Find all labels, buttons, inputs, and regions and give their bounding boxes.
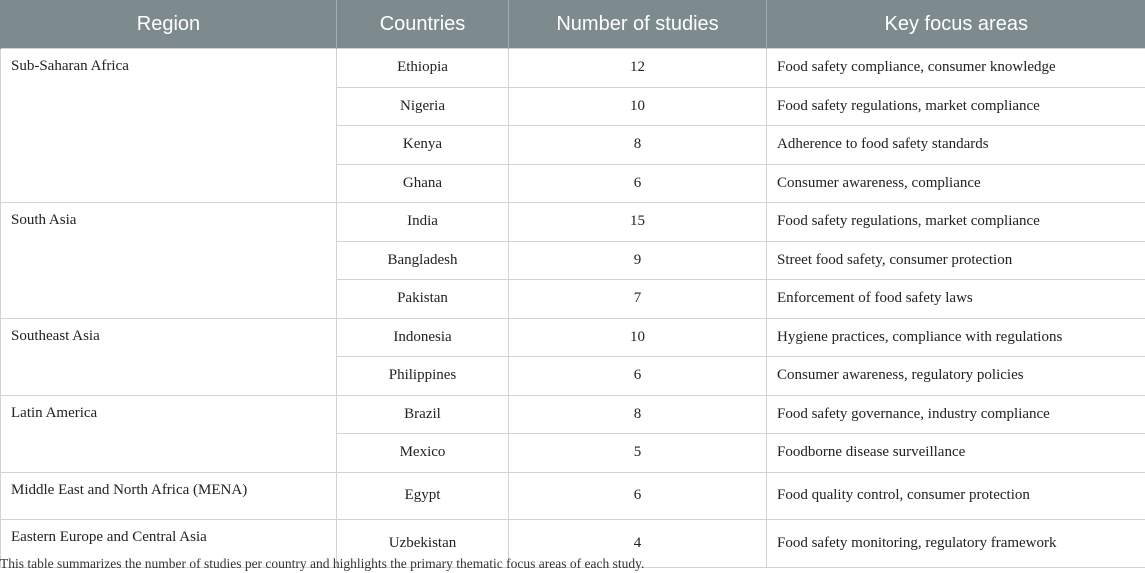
studies-count-cell: 8 [509,126,767,165]
focus-areas-cell: Hygiene practices, compliance with regulations [767,318,1145,357]
studies-count-cell: 9 [509,241,767,280]
table-row [1,49,1145,88]
focus-areas-cell: Foodborne disease surveillance [767,434,1145,473]
focus-areas-cell: Enforcement of food safety laws [767,280,1145,319]
focus-areas-cell: Food safety governance, industry compliance [767,395,1145,434]
country-cell: India [337,203,509,242]
studies-count-cell: 5 [509,434,767,473]
studies-count-cell: 6 [509,472,767,520]
country-cell: Egypt [337,472,509,520]
studies-count-cell: 6 [509,164,767,203]
focus-areas-cell: Street food safety, consumer protection [767,241,1145,280]
focus-areas-cell: Food safety regulations, market compliance [767,87,1145,126]
region-cell: Middle East and North Africa (MENA) [1,472,337,520]
country-cell: Bangladesh [337,241,509,280]
table-row [1,318,1145,357]
region-cell: South Asia [1,203,337,319]
country-cell: Kenya [337,126,509,165]
header-countries: Countries [337,0,509,49]
country-cell: Uzbekistan [337,520,509,568]
header-row [1,0,1145,49]
region-cell: Eastern Europe and Central Asia [1,520,337,568]
country-cell: Nigeria [337,87,509,126]
focus-areas-cell: Food safety monitoring, regulatory framework [767,520,1145,568]
focus-areas-cell: Food safety compliance, consumer knowledge [767,49,1145,88]
focus-areas-cell: Food safety regulations, market compliance [767,203,1145,242]
table-row [1,472,1145,520]
table-caption: This table summarizes the number of studies per country and highlights the primary thematic focus areas of each study. [0,556,645,571]
studies-count-cell: 12 [509,49,767,88]
studies-count-cell: 10 [509,87,767,126]
country-cell: Indonesia [337,318,509,357]
focus-areas-cell: Adherence to food safety standards [767,126,1145,165]
focus-areas-cell: Food quality control, consumer protection [767,472,1145,520]
country-cell: Philippines [337,357,509,396]
focus-areas-cell: Consumer awareness, compliance [767,164,1145,203]
focus-areas-cell: Consumer awareness, regulatory policies [767,357,1145,396]
country-cell: Mexico [337,434,509,473]
studies-count-cell: 15 [509,203,767,242]
country-cell: Ethiopia [337,49,509,88]
header-key-focus-areas: Key focus areas [767,0,1145,49]
country-cell: Brazil [337,395,509,434]
header-number-of-studies: Number of studies [509,0,767,49]
studies-count-cell: 4 [509,520,767,568]
country-cell: Pakistan [337,280,509,319]
header-region: Region [1,0,337,49]
studies-count-cell: 8 [509,395,767,434]
region-cell: Latin America [1,395,337,472]
table-header [1,0,1145,49]
region-cell: Southeast Asia [1,318,337,395]
table-row [1,395,1145,434]
table-row [1,203,1145,242]
country-cell: Ghana [337,164,509,203]
studies-count-cell: 6 [509,357,767,396]
table-body [1,49,1145,568]
studies-count-cell: 7 [509,280,767,319]
region-cell: Sub-Saharan Africa [1,49,337,203]
studies-count-cell: 10 [509,318,767,357]
